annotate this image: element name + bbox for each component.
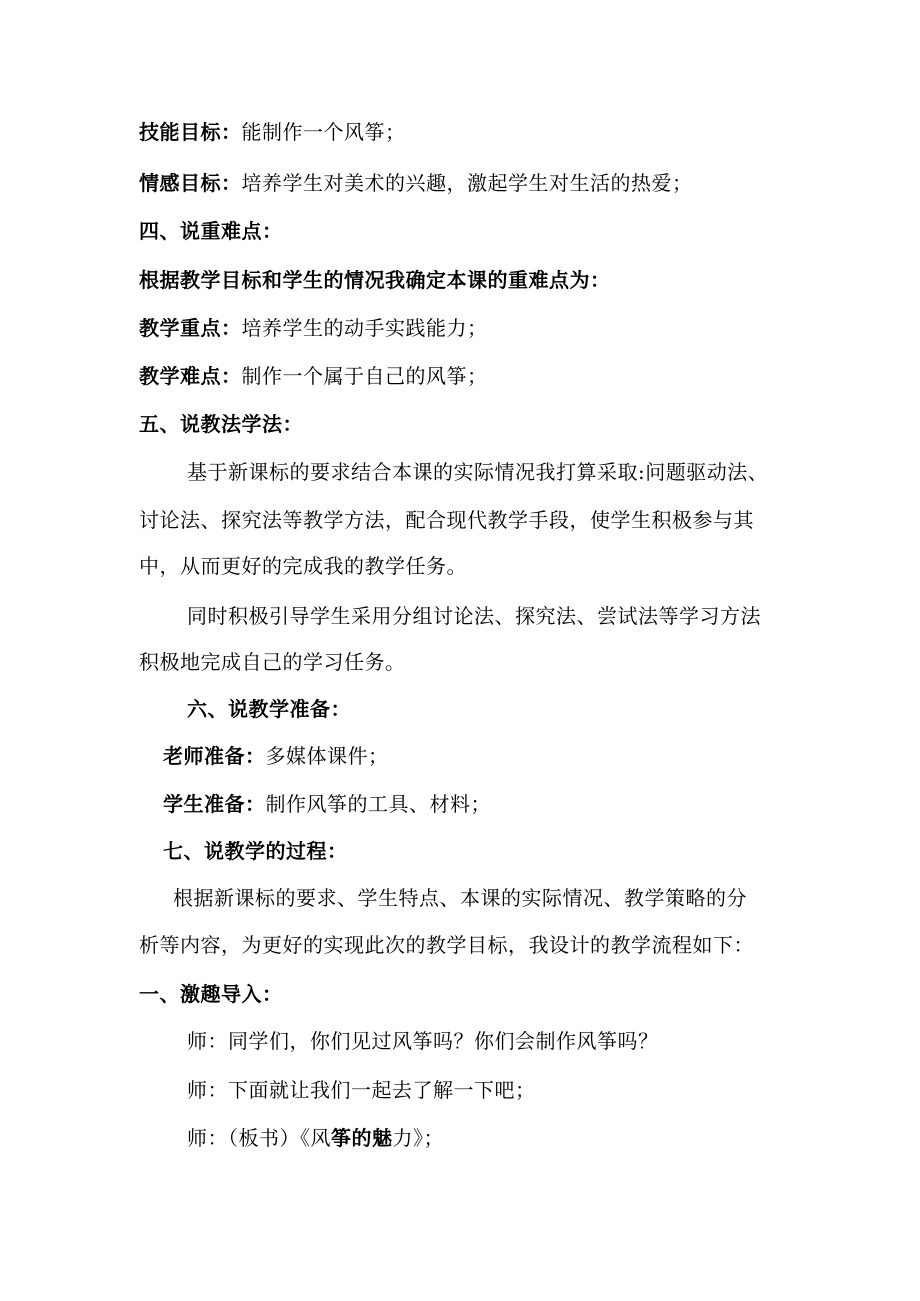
section7-heading: 七、说教学的过程： <box>163 839 348 863</box>
para1-line2: 讨论法、探究法等教学方法，配合现代教学手段，使学生积极参与其 <box>139 508 754 532</box>
difficulty-label: 教学难点： <box>139 364 242 388</box>
para3-line1: 根据新课标的要求、学生特点、本课的实际情况、教学策略的分 <box>173 886 747 910</box>
skill-goal-label: 技能目标： <box>139 120 242 144</box>
key-point-line <box>139 314 488 342</box>
section6-heading: 六、说教学准备： <box>187 697 351 721</box>
para1-line1: 基于新课标的要求结合本课的实际情况我打算采取:问题驱动法、 <box>187 460 769 484</box>
student-prep-line <box>163 790 491 818</box>
teacher-prep-line <box>163 742 389 770</box>
skill-goal-line <box>139 118 406 146</box>
section5-heading: 五、说教法学法： <box>139 412 303 436</box>
dialog-line-1: 师：同学们，你们见过风筝吗？你们会制作风筝吗？ <box>187 1029 659 1053</box>
teacher-prep-label: 老师准备： <box>163 744 266 768</box>
key-point-label: 教学重点： <box>139 316 242 340</box>
section4-heading: 四、说重难点： <box>139 219 283 243</box>
skill-goal-text: 能制作一个风筝； <box>241 120 406 144</box>
para3-line2: 析等内容，为更好的实现此次的教学目标，我设计的教学流程如下： <box>139 933 754 957</box>
emotion-goal-line <box>139 169 693 197</box>
dialog3-prefix: 师：（板书）《风 <box>187 1126 331 1150</box>
difficulty-line <box>139 362 488 390</box>
para2-line1: 同时积极引导学生采用分组讨论法、探究法、尝试法等学习方法 <box>187 604 761 628</box>
student-prep-text: 制作风筝的工具、材料； <box>265 792 491 816</box>
teacher-prep-text: 多媒体课件； <box>265 744 389 768</box>
key-point-text: 培养学生的动手实践能力； <box>241 316 488 340</box>
emotion-goal-text: 培养学生对美术的兴趣，激起学生对生活的热爱； <box>241 171 693 195</box>
dialog3-bold: 筝的魅 <box>331 1126 393 1150</box>
step1-heading: 一、激趣导入： <box>139 982 283 1006</box>
para1-line3: 中，从而更好的完成我的教学任务。 <box>139 554 467 578</box>
difficulty-text: 制作一个属于自己的风筝； <box>241 364 488 388</box>
emotion-goal-label: 情感目标： <box>139 171 242 195</box>
student-prep-label: 学生准备： <box>163 792 266 816</box>
dialog-line-3 <box>187 1124 444 1152</box>
para2-line2: 积极地完成自己的学习任务。 <box>139 650 406 674</box>
dialog3-suffix: 力》； <box>392 1126 444 1150</box>
section4-intro: 根据教学目标和学生的情况我确定本课的重难点为： <box>139 268 611 292</box>
dialog-line-2: 师：下面就让我们一起去了解一下吧； <box>187 1078 536 1102</box>
